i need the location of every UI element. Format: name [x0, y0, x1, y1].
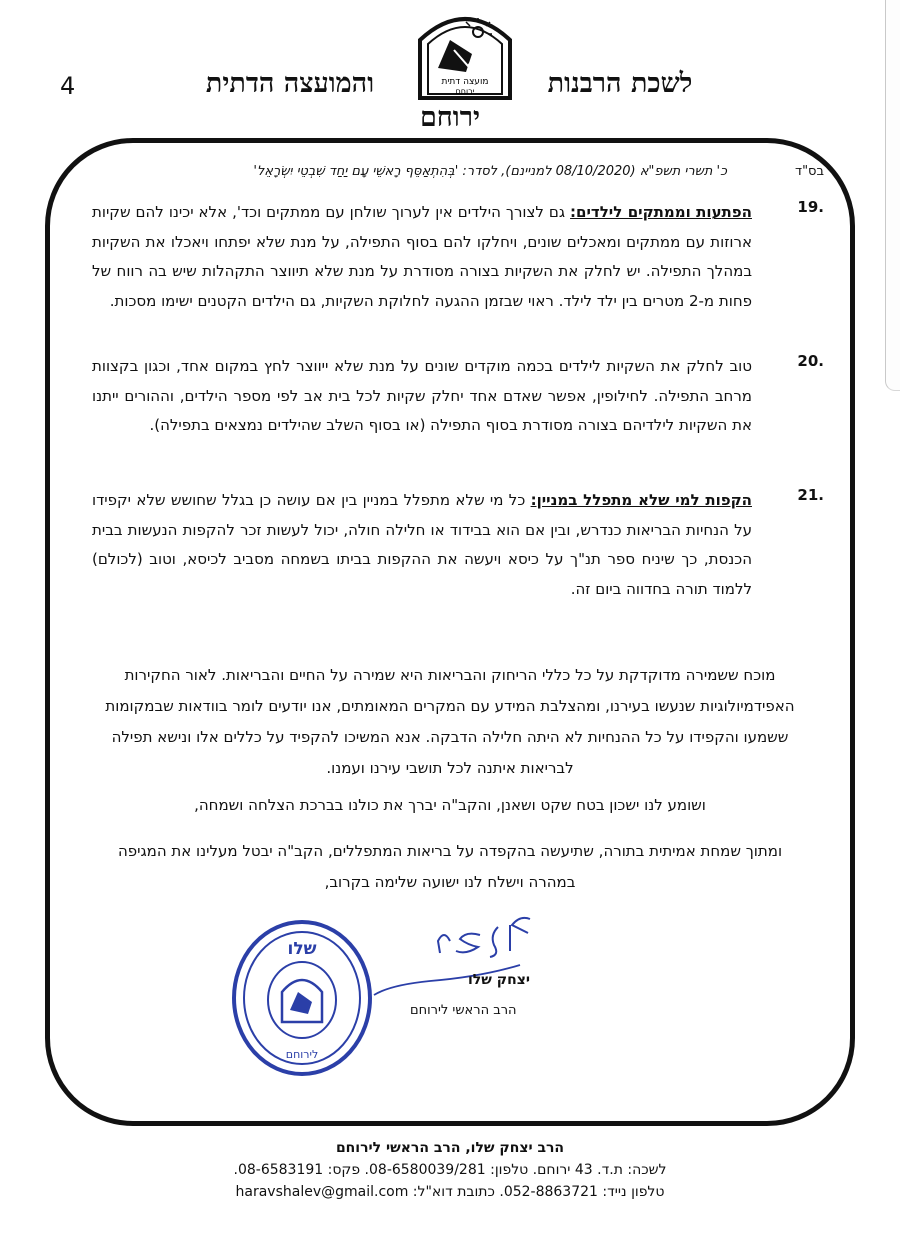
closing-paragraph: מוכח ששמירה מדוקדקת על כל כללי הריחוק והבריאות היא שמירה על החיים והבריאות. לאור החקירות האפידמיולוגיות שנעשו בעירנו, ומהצלבת המידע עם המקרים המאומתים, אנו יודעים לומר בוודאות שבמקומות ששמעו והקפידו על כל ההנחיות לא היתה חלילה הדבקה. אנא המשיכו להקפיד על כללים אלו ונישא תפילה לבריאות איתנה לכל תושבי עירנו ועמנו. [105, 666, 795, 777]
footer-line-contact: טלפון נייד: 052-8863721. כתובת דוא"ל: haravshalev@gmail.com [235, 1184, 665, 1200]
signer-title: הרב הראשי לירוחם [410, 1003, 517, 1018]
closing-blessing: ושומע לנו ישכון בטח שקט ושאנן, והקב"ה יברך את כולנו בברכת הצלחה ושמחה, [194, 796, 706, 814]
page-number: 4 [60, 72, 76, 100]
basad-mark: בס"ד [794, 164, 824, 179]
scrollbar-edge[interactable] [885, 0, 900, 391]
item-body: כל מי שלא מתפלל במניין בין אם עושה כן בגלל שחושש שלא יקפידו על הנחיות הבריאות כנדרש, ובין אם הוא בבידוד או חלילה חולה, יכול לעשות זכר להקפות הנעשות בבית הכנסת, כך שיניח ספר תנ"ך על כיסא ויעשה את ההקפות בביתו בשמחה מסביב לכיסא, וטוב (לכולם) ללמוד תורה בחדווה ביום זה. [92, 491, 752, 598]
header-title-rabbinate: לשכת הרבנות [547, 68, 693, 99]
footer-line-office: לשכה: ת.ד. 43 ירוחם. טלפון: 08-6580039/281. פקס: 08-6583191. [233, 1162, 667, 1178]
signer-name: יצחק שלו [468, 972, 530, 988]
item-text [92, 352, 752, 441]
logo-text-bottom: ירוחם [455, 87, 475, 96]
rabbi-stamp [230, 918, 375, 1078]
svg-text:לירוחם: לירוחם [285, 1048, 319, 1061]
item-body: טוב לחלק את השקיות לילדים בכמה מוקדים שונים על מנת שלא ייווצר לחץ במקום אחד, וכגון בקצוות מרחב התפילה. לחילופין, אפשר שאדם אחד יחלק שקיות לכל בית אב לפי מספר הילדים, וההורים ייתנו את השקיות לילדיהם בצורה מסודרת בסוף התפילה (או בסוף השלב שהילדים נמצאים בתפילה). [92, 357, 752, 434]
svg-text:שלו: שלו [287, 939, 317, 959]
header-title-council: והמועצה הדתית [205, 68, 375, 99]
item-number: .21 [797, 486, 824, 504]
letter-dateline: כ' תשרי תשפ"א (08/10/2020 למניינם), לסדר: 'בְּהִתְאַסֵּף רָאשֵׁי עָם יַחַד שִׁבְטֵי יִשְׂרָאֵל' [253, 164, 727, 179]
religious-council-logo [410, 10, 520, 102]
item-body: גם לצורך הילדים אין לערוך שולחן עם ממתקים וכד', אלא יכינו להם שקיות ארוזות עם ממתקים ומאכלים שונים, ויחלקו להם בסוף התפילה, על מנת שלא יפתחו ויאכלו את השקיות במהלך התפילה. יש לחלק את השקיות בצורה מסודרת על מנת שלא תיווצר התקהלות שיש בה רווח של פחות מ-2 מטרים בין ילד לילד. ראוי שבזמן ההגעה לחלוקת השקיות, גם הילדים הקטנים ישימו מסכות. [92, 203, 752, 310]
footer-line-name: הרב יצחק שלו, הרב הראשי לירוחם [335, 1140, 565, 1156]
item-title: הפתעות וממתקים לילדים: [570, 203, 752, 221]
logo-text-top: מועצה דתית [441, 77, 489, 87]
item-text [92, 198, 752, 316]
item-number: .19 [797, 198, 824, 216]
header-city: ירוחם [419, 102, 481, 133]
item-title: הקפות למי שלא מתפלל במניין: [530, 491, 752, 509]
item-number: .20 [797, 352, 824, 370]
closing-prayer: ומתוך שמחת אמיתית בתורה, שתיעשה בהקפדה על בריאות המתפללים, הקב"ה יבטל מעלינו את המגיפה במהרה וישלח לנו ישועה שלימה בקרוב, [117, 842, 783, 891]
item-text [92, 486, 752, 604]
